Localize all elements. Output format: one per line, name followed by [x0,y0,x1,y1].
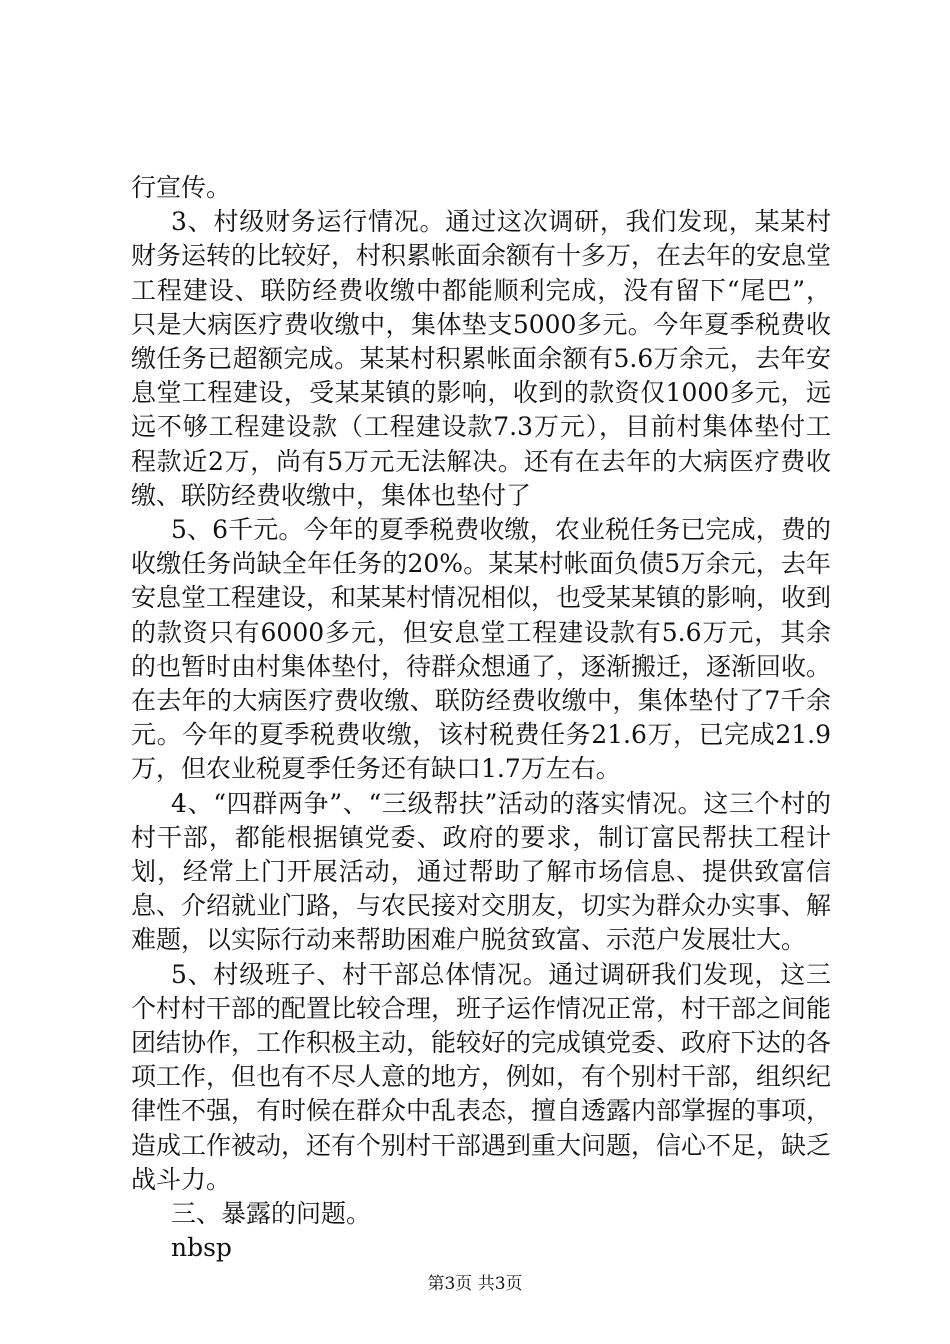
paragraph-assistance-activities: 4、“四群两争”、“三级帮扶”活动的落实情况。这三个村的村干部，都能根据镇党委、政府的要求，制订富民帮扶工程计划，经常上门开展活动，通过帮助了解市场信息、提供致富信息、介绍就业门路，与农民接对交朋友，切实为群众办实事、解难题，以实际行动来帮助困难户脱贫致富、示范户发展壮大。 [131,788,832,955]
paragraph-continuation: 行宣传。 [131,173,232,202]
document-body [131,171,831,1266]
section-heading-problems: 三、暴露的问题。 [171,1199,372,1229]
paragraph-cadre-situation: 5、村级班子、村干部总体情况。通过调研我们发现，这三个村村干部的配置比较合理，班子运作情况正常，村干部之间能团结协作，工作积极主动，能较好的完成镇党委、政府下达的各项工作，但也有不尽人意的地方，例如，有个别村干部，组织纪律性不强，有时候在群众中乱表态，擅自透露内部掌握的事项，造成工作被动，还有个别村干部遇到重大问题，信心不足，缺乏战斗力。 [131,959,832,1194]
paragraph-village-finance: 3、村级财务运行情况。通过这次调研，我们发现，某某村财务运转的比较好，村积累帐面余额有十多万，在去年的安息堂工程建设、联防经费收缴中都能顺利完成，没有留下“尾巴”，只是大病医疗费收缴中，集体垫支5000多元。今年夏季税费收缴任务已超额完成。某某村积累帐面余额有5.6万余元，去年安息堂工程建设，受某某镇的影响，收到的款资仅1000多元，远远不够工程建设款（工程建设款7.3万元），目前村集体垫付工程款近2万，尚有5万元无法解决。还有在去年的大病医疗费收缴、联防经费收缴中，集体也垫付了 [131,207,832,510]
page-footer: 第3页 共3页 [427,1274,523,1294]
paragraph-tax-collection: 5、6千元。今年的夏季税费收缴，农业税任务已完成，费的收缴任务尚缺全年任务的20%。某某村帐面负债5万余元，去年安息堂工程建设，和某某村情况相似，也受某某镇的影响，收到的款资只有6000多元，但安息堂工程建设款有5.6万元，其余的也暂时由村集体垫付，待群众想通了，逐渐搬迁，逐渐回收。在去年的大病医疗费收缴、联防经费收缴中，集体垫付了7千余元。今年的夏季税费收缴，该村税费任务21.6万，已完成21.9万，但农业税夏季任务还有缺口1.7万左右。 [131,515,832,784]
paragraph-trailing-text: nbsp [171,1233,232,1263]
